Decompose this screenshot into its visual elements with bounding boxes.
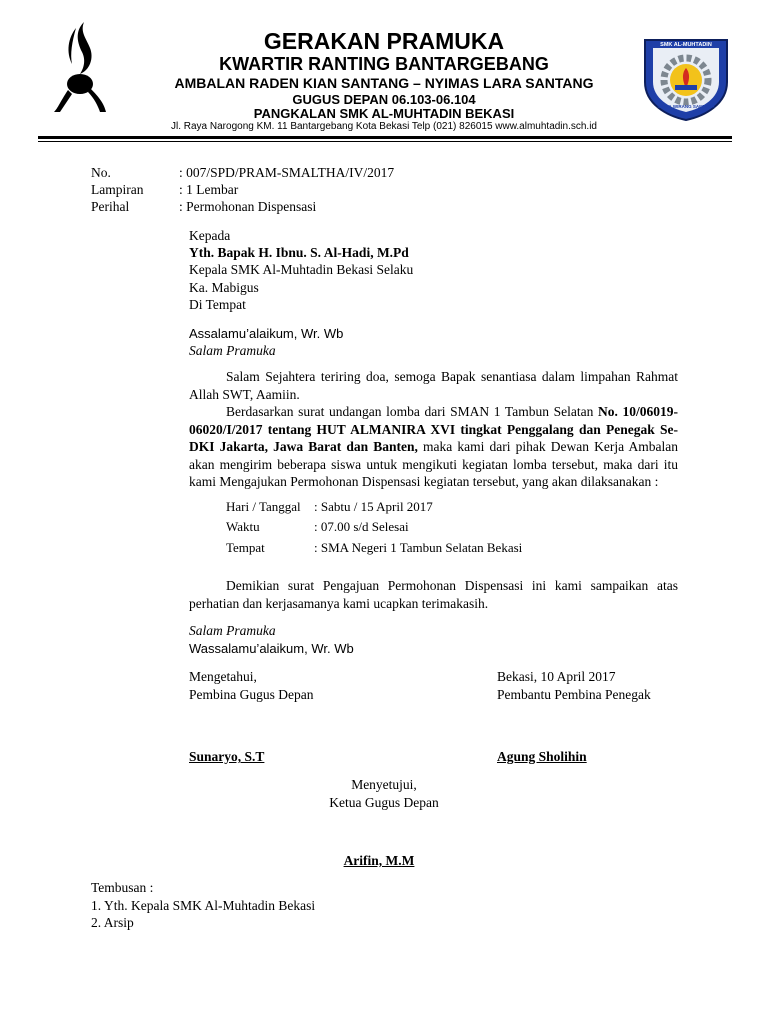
signer-right-name: Agung Sholihin	[497, 749, 587, 764]
tunas-kelapa-icon	[50, 18, 110, 114]
signer-center-name: Arifin, M.M	[343, 853, 415, 868]
school-emblem	[641, 30, 731, 122]
recipient-line4: Di Tempat	[189, 297, 246, 312]
perihal-label: Perihal	[91, 199, 130, 214]
ambalan-title: AMBALAN RADEN KIAN SANTANG – NYIMAS LARA SANTANG	[174, 75, 594, 91]
pembantu-pembina: Pembantu Pembina Penegak	[497, 687, 651, 702]
pangkalan-title: PANGKALAN SMK AL-MUHTADIN BEKASI	[253, 106, 515, 121]
salam-pramuka-closing: Salam Pramuka	[189, 623, 276, 638]
tembusan-item-1: 1. Yth. Kepala SMK Al-Muhtadin Bekasi	[91, 898, 316, 913]
org-title: GERAKAN PRAMUKA	[263, 28, 505, 54]
body-p2-b: maka kami dari pihak Dewan Kerja Ambalan akan mengirim beberapa siswa untuk mengikuti kegiatan lomba tersebut, maka dari itu kami Mengajukan Permohonan Dispensasi kegiatan tersebut, yang akan dilaksanakan :	[189, 439, 678, 490]
waktu-label: Waktu	[226, 519, 260, 534]
tempat-value: : SMA Negeri 1 Tambun Selatan Bekasi	[314, 540, 523, 555]
body-p2-bold: No. 10/06019-06020/I/2017 tentang HUT ALMANIRA XVI tingkat Penggalang dan Penegak Se-DKI Jakarta, Jawa Barat dan Banten,	[189, 404, 678, 455]
no-label: No.	[91, 165, 111, 180]
salam-pramuka-opening: Salam Pramuka	[189, 343, 276, 358]
recipient-line3: Ka. Mabigus	[189, 280, 259, 295]
header-rule-thick	[38, 136, 732, 139]
hari-label: Hari / Tanggal	[226, 499, 301, 514]
closing-text: Demikian surat Pengajuan Permohonan Dispensasi ini kami sampaikan atas perhatian dan kerjasamanya kami ucapkan terimakasih.	[189, 578, 678, 611]
body-paragraph-1	[189, 368, 678, 403]
kwartir-title: KWARTIR RANTING BANTARGEBANG	[219, 54, 549, 74]
lampiran-label: Lampiran	[91, 182, 144, 197]
emblem-bottom-text: SATYA WIRANG SANTOSA	[657, 104, 715, 109]
place-date: Bekasi, 10 April 2017	[497, 669, 616, 684]
address-line: Jl. Raya Narogong KM. 11 Bantargebang Kota Bekasi Telp (021) 826015 www.almuhtadin.sch.id	[171, 121, 597, 132]
body-p2-a: Berdasarkan surat undangan lomba dari SMAN 1 Tambun Selatan	[226, 404, 598, 419]
tembusan-item-2: 2. Arsip	[91, 915, 134, 930]
menyetujui: Menyetujui,	[351, 777, 417, 792]
body-paragraph-2	[189, 403, 678, 491]
signer-left-name: Sunaryo, S.T	[189, 749, 265, 764]
body-p1: Salam Sejahtera teriring doa, semoga Bapak senantiasa dalam limpahan Rahmat Allah SWT, Aamiin.	[189, 369, 678, 402]
gugus-title: GUGUS DEPAN 06.103-06.104	[292, 92, 476, 107]
wassalam: Wassalamu’alaikum, Wr. Wb	[189, 641, 354, 656]
lampiran-value: : 1 Lembar	[179, 182, 239, 197]
ketua-gudep: Ketua Gugus Depan	[329, 795, 439, 810]
recipient-line2: Kepala SMK Al-Muhtadin Bekasi Selaku	[189, 262, 414, 277]
tempat-label: Tempat	[226, 540, 265, 555]
kepada: Kepada	[189, 228, 231, 243]
header-rule-thin	[38, 141, 732, 142]
salam-opening: Assalamu’alaikum, Wr. Wb	[189, 326, 344, 341]
tembusan-label: Tembusan :	[91, 880, 154, 895]
recipient-name: Yth. Bapak H. Ibnu. S. Al-Hadi, M.Pd	[189, 245, 409, 260]
hari-value: : Sabtu / 15 April 2017	[314, 499, 433, 514]
scout-logo	[50, 18, 110, 114]
school-emblem-icon	[641, 30, 731, 122]
emblem-top-text: SMK AL-MUHTADIN	[660, 42, 712, 48]
perihal-value: : Permohonan Dispensasi	[179, 199, 317, 214]
waktu-value: : 07.00 s/d Selesai	[314, 519, 409, 534]
mengetahui: Mengetahui,	[189, 669, 257, 684]
closing-paragraph	[189, 577, 678, 612]
pembina-gudep: Pembina Gugus Depan	[189, 687, 314, 702]
no-value: : 007/SPD/PRAM-SMALTHA/IV/2017	[179, 165, 395, 180]
